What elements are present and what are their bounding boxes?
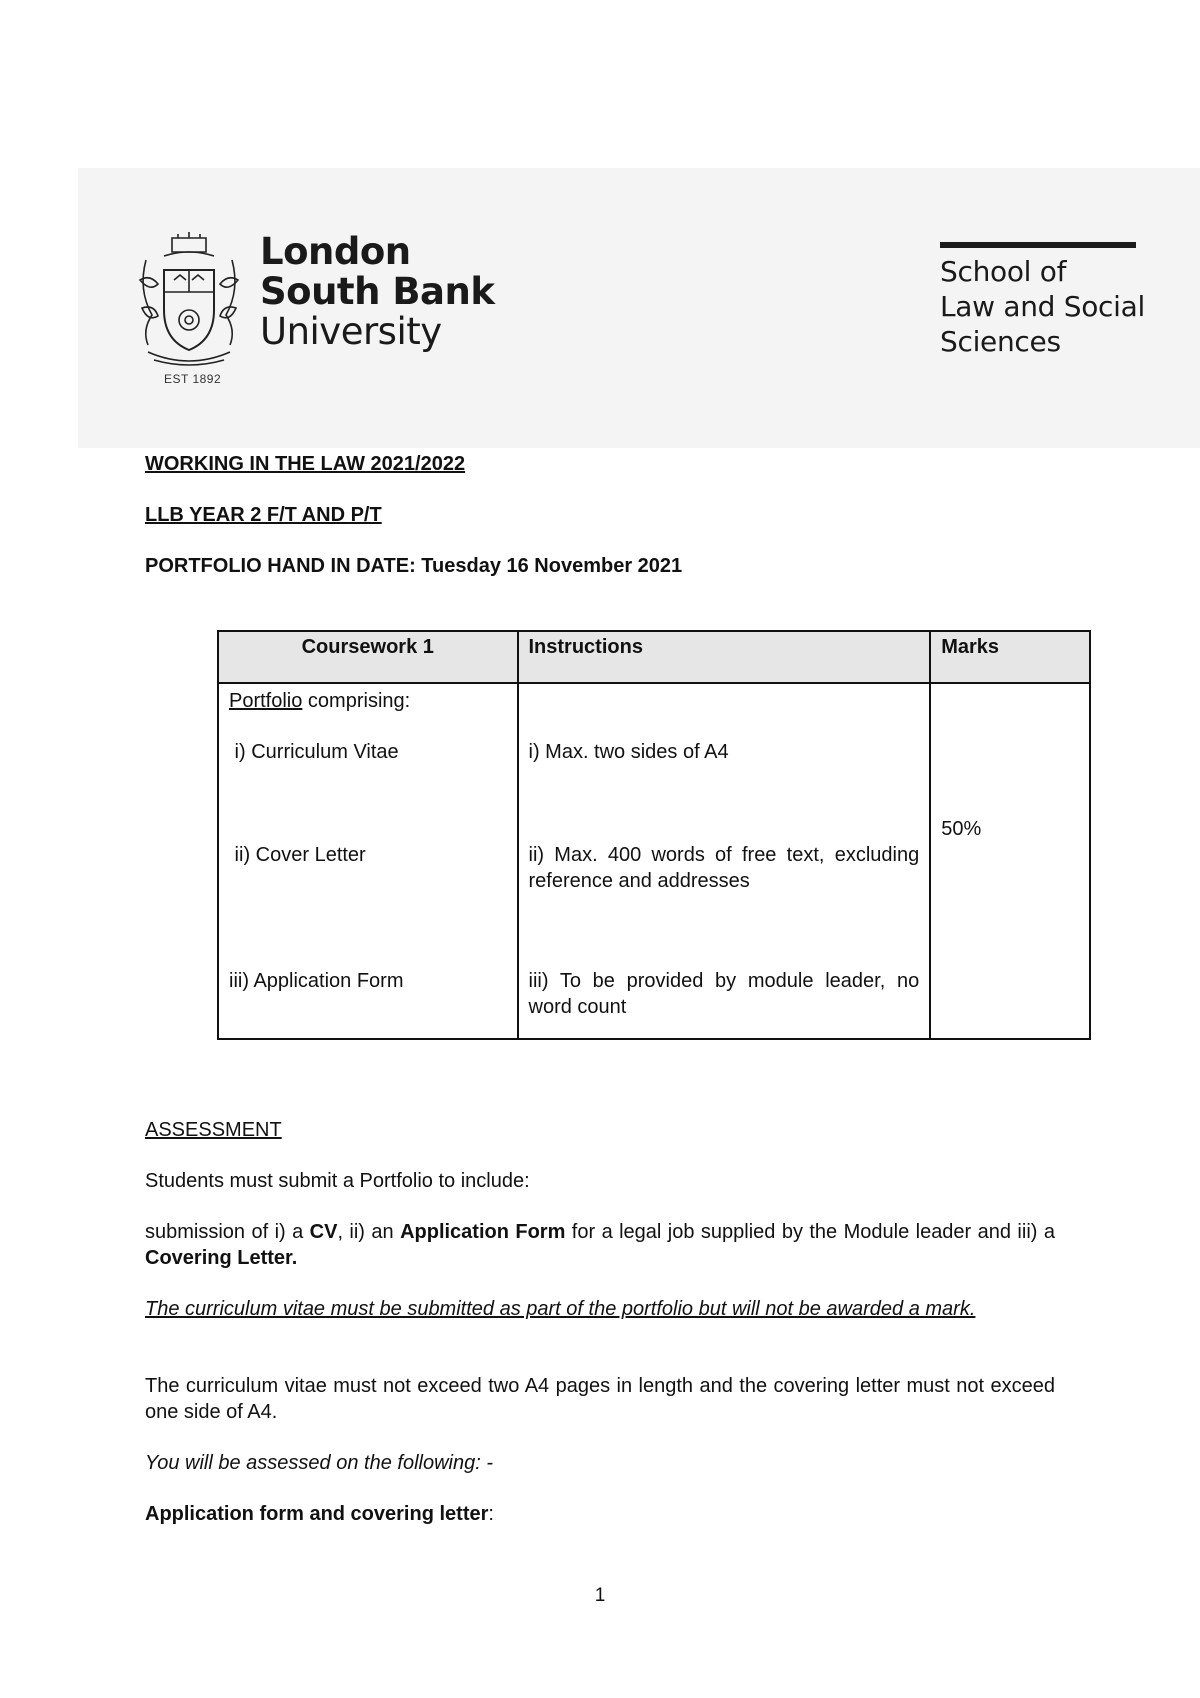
table-header-marks: Marks [930,631,1090,683]
assessment-heading: ASSESSMENT [145,1119,282,1141]
university-wordmark [260,232,494,352]
cv-note: The curriculum vitae must be submitted as part of the portfolio but will not be awarded a mark. [145,1298,976,1320]
criteria-heading-text: Application form and covering letter [145,1503,489,1525]
table-header-instructions: Instructions [518,631,931,683]
instruction-cv: i) Max. two sides of A4 [528,741,729,763]
university-line-1: London [260,230,411,273]
page-number: 1 [594,1585,606,1606]
portfolio-word: Portfolio [229,690,303,712]
document-subtitle: LLB YEAR 2 F/T AND P/T [145,504,382,526]
portfolio-comprising [229,688,410,714]
coursework-table [217,630,1091,1040]
marks-value: 50% [941,818,982,840]
school-rule-divider [940,242,1136,248]
instruction-cover-letter: ii) Max. 400 words of free text, excluding reference and addresses [528,844,920,892]
submission-covering-letter: Covering Letter. [145,1247,298,1269]
criteria-heading [145,1501,494,1527]
marks-cell [930,683,1090,1039]
table-header-coursework: Coursework 1 [218,631,518,683]
hand-in-date [145,553,682,579]
instruction-application-form: iii) To be provided by module leader, no word count [528,970,920,1018]
school-wordmark [940,254,1145,359]
coursework-item-cover-letter: ii) Cover Letter [229,844,366,866]
assessment-intro: Students must submit a Portfolio to include: [145,1170,530,1192]
university-crest-logo [134,230,244,370]
instructions-cell [518,683,931,1039]
school-line-3: Sciences [940,325,1061,358]
criteria-colon: : [488,1503,494,1525]
submission-text-3: for a legal job supplied by the Module leader and iii) a [565,1221,1055,1243]
coursework-item-cv: i) Curriculum Vitae [229,741,399,763]
coursework-item-application-form: iii) Application Form [229,970,404,992]
submission-text-2: , ii) an [337,1221,401,1243]
submission-application-form: Application Form [400,1221,566,1243]
established-label: EST 1892 [164,372,222,386]
table-row [218,683,1090,1039]
length-note: The curriculum vitae must not exceed two A4 pages in length and the covering letter must not exceed one side of A4. [145,1375,1055,1423]
submission-cv: CV [309,1221,338,1243]
coursework-cell [218,683,518,1039]
table-header-row [218,631,1090,683]
school-line-2: Law and Social [940,290,1145,323]
school-line-1: School of [940,255,1067,288]
university-line-2: South Bank [260,270,495,313]
submission-paragraph [145,1219,1055,1271]
hand-in-value: Tuesday 16 November 2021 [415,555,683,577]
university-line-3: University [260,310,442,353]
document-title: WORKING IN THE LAW 2021/2022 [145,453,466,475]
hand-in-label: PORTFOLIO HAND IN DATE: [145,555,416,577]
assessed-on: You will be assessed on the following: - [145,1452,493,1474]
submission-text-1: submission of i) a [145,1221,310,1243]
portfolio-rest: comprising: [302,690,411,712]
